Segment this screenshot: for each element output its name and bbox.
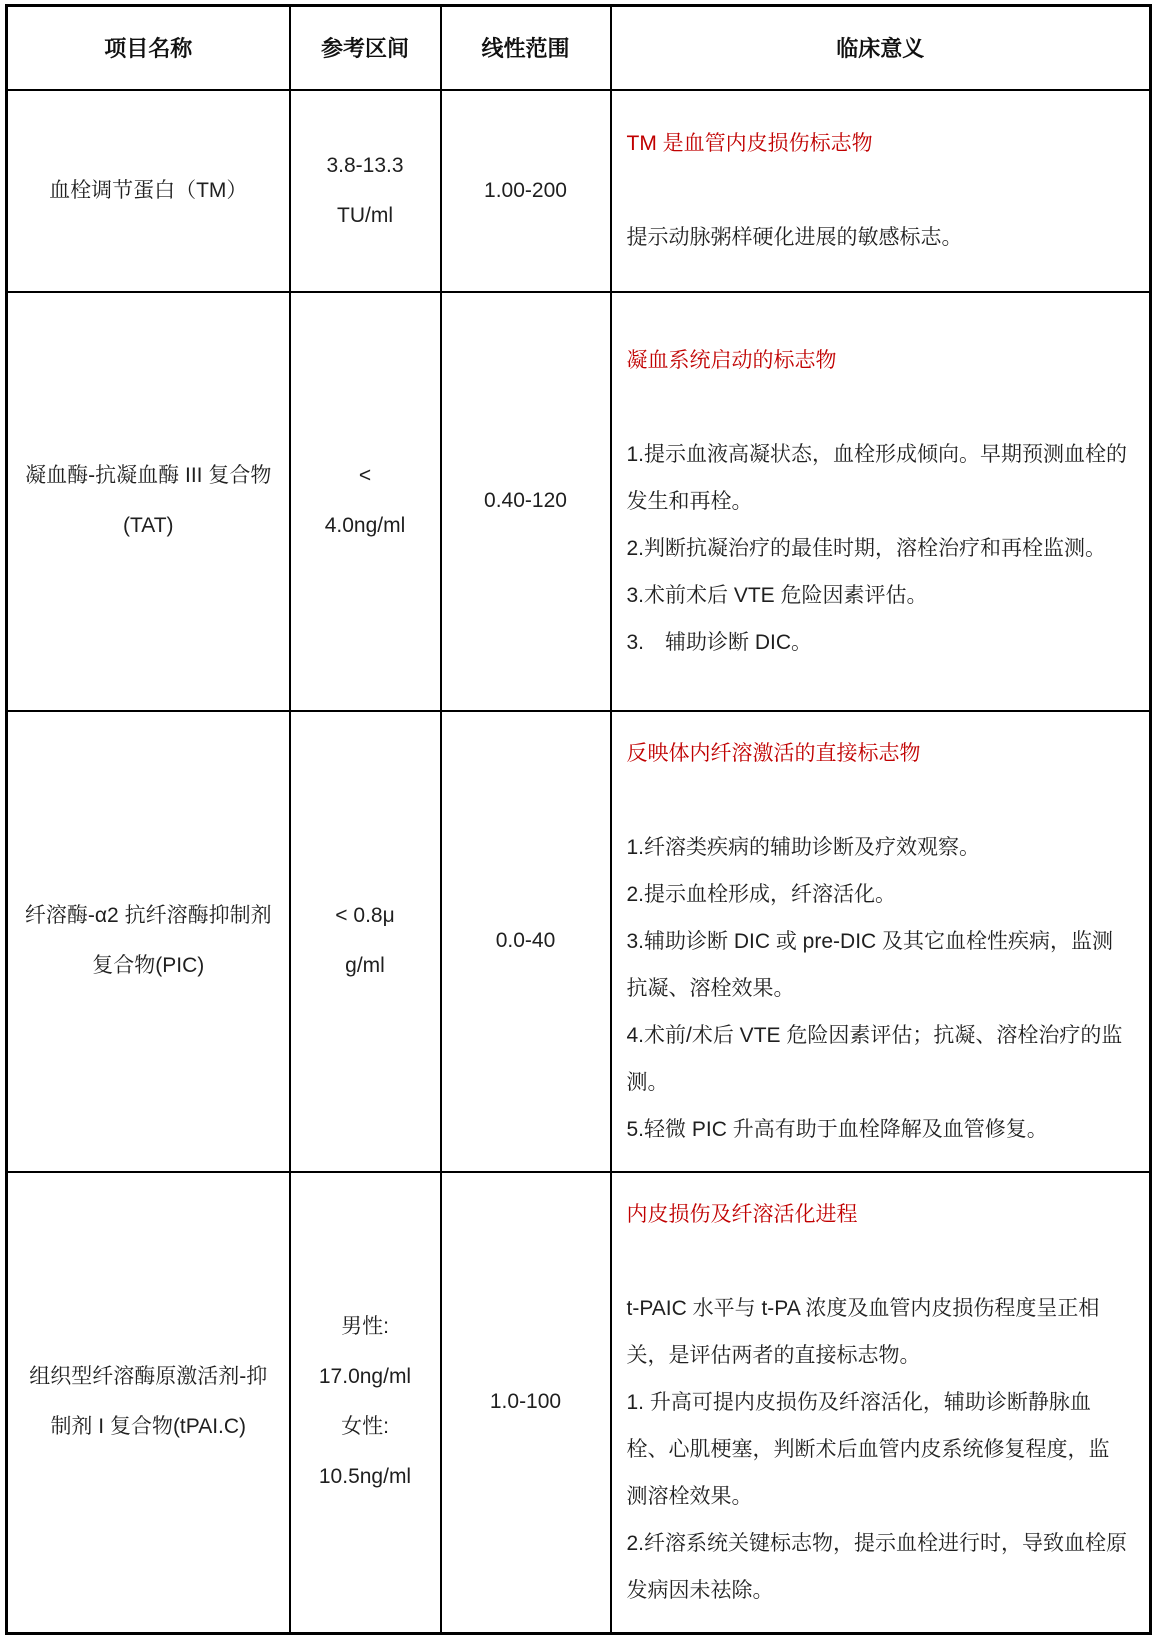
reference-line: g/ml	[345, 954, 385, 977]
header-reference-interval: 参考区间	[290, 6, 441, 90]
significance-title: 内皮损伤及纤溶活化进程	[626, 1202, 858, 1226]
significance-cell	[611, 90, 1151, 292]
significance-cell	[611, 1172, 1151, 1634]
significance-title: 反映体内纤溶激活的直接标志物	[626, 741, 921, 765]
significance-line: 3.术前术后 VTE 危险因素评估。	[626, 583, 928, 607]
significance-line: 5.轻微 PIC 升高有助于血栓降解及血管修复。	[626, 1117, 1048, 1141]
significance-line: t-PAIC 水平与 t-PA 浓度及血管内皮损伤程度呈正相关，是评估两者的直接标志物。	[626, 1296, 1100, 1367]
significance-line: 3. 辅助诊断 DIC。	[626, 630, 813, 654]
reference-line: < 0.8μ	[335, 904, 395, 927]
reference-cell	[290, 292, 441, 711]
significance-line: 4.术前/术后 VTE 危险因素评估；抗凝、溶栓治疗的监测。	[626, 1023, 1123, 1094]
significance-line: 3.辅助诊断 DIC 或 pre-DIC 及其它血栓性疾病，监测抗凝、溶栓效果。	[626, 929, 1114, 1000]
reference-cell	[290, 90, 441, 292]
reference-line: 3.8-13.3	[326, 153, 404, 177]
table-row-pic	[7, 711, 1151, 1172]
linear-range-cell: 0.40-120	[441, 292, 611, 711]
table-row-tm	[7, 90, 1151, 292]
item-name-cell: 组织型纤溶酶原激活剂-抑制剂 I 复合物(tPAI.C)	[7, 1172, 290, 1634]
table-row-tat	[7, 292, 1151, 711]
linear-range-cell: 1.0-100	[441, 1172, 611, 1634]
header-item-name: 项目名称	[7, 6, 290, 90]
significance-line: 1. 升高可提内皮损伤及纤溶活化，辅助诊断静脉血栓、心肌梗塞，判断术后血管内皮系统修复程度，监测溶栓效果。	[626, 1390, 1110, 1508]
significance-line: 2.纤溶系统关键标志物，提示血栓进行时，导致血栓原发病因未祛除。	[626, 1531, 1128, 1602]
significance-title: 凝血系统启动的标志物	[626, 348, 837, 372]
reference-line: 女性:	[341, 1415, 389, 1438]
linear-range-cell: 0.0-40	[441, 711, 611, 1172]
reference-cell	[290, 1172, 441, 1634]
header-linear-range: 线性范围	[441, 6, 611, 90]
reference-cell	[290, 711, 441, 1172]
table-row-tpaic	[7, 1172, 1151, 1634]
significance-line: 提示动脉粥样硬化进展的敏感标志。	[626, 226, 963, 249]
reference-line: 10.5ng/ml	[318, 1465, 412, 1488]
significance-line: 2.判断抗凝治疗的最佳时期，溶栓治疗和再栓监测。	[626, 536, 1107, 560]
significance-cell	[611, 292, 1151, 711]
item-name-cell: 血栓调节蛋白（TM）	[7, 90, 290, 292]
header-row	[7, 6, 1151, 90]
significance-cell	[611, 711, 1151, 1172]
reference-line: 4.0ng/ml	[324, 514, 406, 537]
significance-line: 1.纤溶类疾病的辅助诊断及疗效观察。	[626, 835, 981, 859]
item-name-cell: 凝血酶-抗凝血酶 III 复合物(TAT)	[7, 292, 290, 711]
significance-line: 1.提示血液高凝状态，血栓形成倾向。早期预测血栓的发生和再栓。	[626, 442, 1128, 513]
significance-title: TM 是血管内皮损伤标志物	[626, 132, 873, 155]
significance-line: 2.提示血栓形成，纤溶活化。	[626, 882, 897, 906]
linear-range-cell: 1.00-200	[441, 90, 611, 292]
item-name-cell: 纤溶酶-α2 抗纤溶酶抑制剂复合物(PIC)	[7, 711, 290, 1172]
reference-line: <	[358, 464, 372, 487]
reference-line: 男性:	[341, 1315, 389, 1338]
header-clinical-significance: 临床意义	[611, 6, 1151, 90]
marker-table	[5, 4, 1152, 1635]
reference-line: 17.0ng/ml	[318, 1365, 412, 1388]
reference-line: TU/ml	[337, 203, 393, 227]
